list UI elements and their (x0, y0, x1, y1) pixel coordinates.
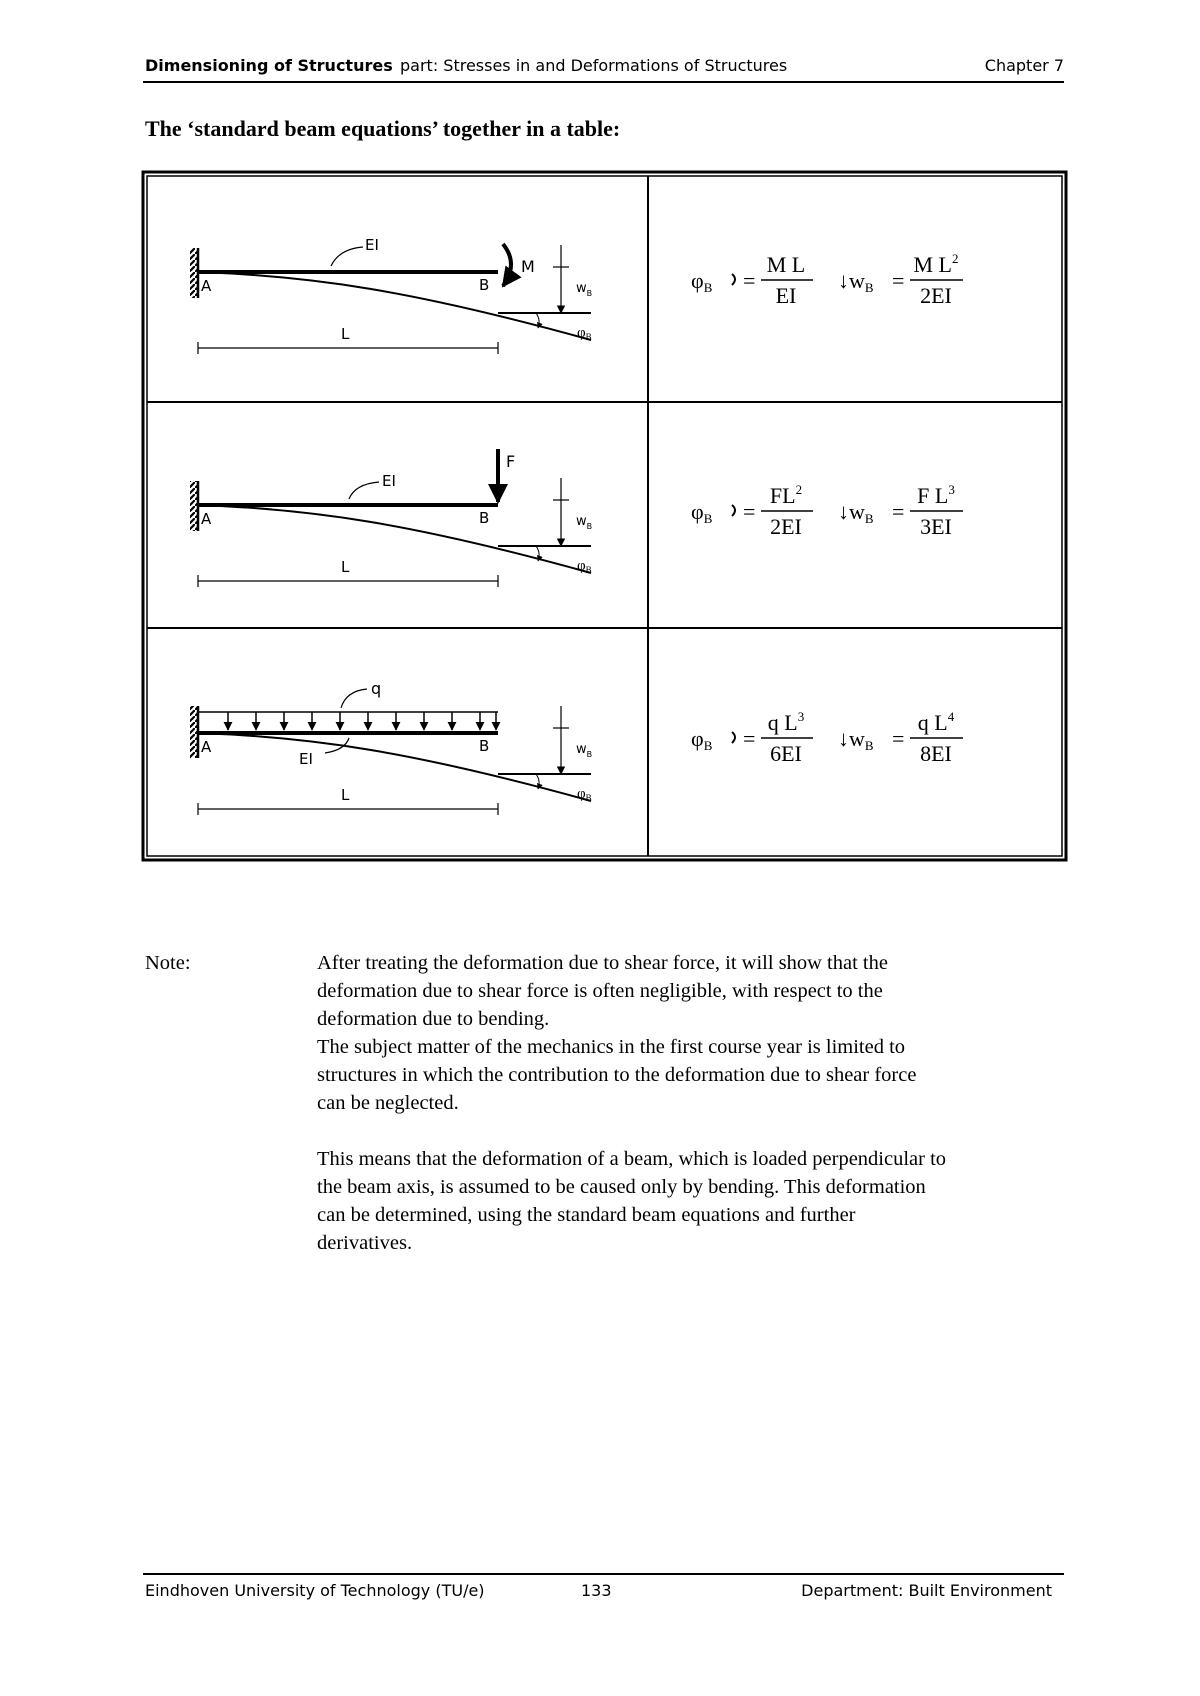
note-line: derivatives. (317, 1232, 413, 1254)
stiffness-label: EI (365, 236, 379, 254)
note-line: The subject matter of the mechanics in the first course year is limited to (317, 1036, 906, 1058)
rotation-denominator: EI (775, 283, 797, 308)
length-label: L (341, 558, 350, 576)
formula-moment (691, 251, 963, 308)
beam-equations-table (141, 170, 1068, 862)
deflection-lhs: ↓wB (838, 726, 874, 753)
note-line: This means that the deformation of a beam, which is loaded perpendicular to (317, 1148, 947, 1170)
rotation-numerator: M L (766, 252, 806, 277)
length-label: L (341, 325, 350, 343)
svg-text:=: = (743, 726, 756, 751)
deflection-denominator: 3EI (920, 514, 952, 539)
rotation-lhs: φB (691, 726, 713, 753)
svg-text:=: = (743, 499, 756, 524)
rotation-label: $\varphi_B$ (577, 558, 592, 575)
length-label: L (341, 786, 350, 804)
note-line: can be neglected. (317, 1092, 459, 1114)
beam-diagram-distributed-load (190, 679, 592, 815)
beam-diagram-moment (190, 236, 592, 354)
support-label: A (201, 510, 212, 528)
deflection-numerator: M $L^2$ (913, 251, 959, 277)
rotation-numerator: q $L^3$ (767, 709, 805, 735)
svg-text:=: = (892, 726, 905, 751)
deflected-beam (198, 505, 591, 573)
rotation-denominator: 6EI (770, 741, 802, 766)
formula-point-load (691, 482, 963, 539)
deflection-denominator: 8EI (920, 741, 952, 766)
header-rule (143, 81, 1064, 83)
deflection-label: $w_B$ (576, 742, 593, 759)
deflection-lhs: ↓wB (838, 499, 874, 526)
note-line: deformation due to shear force is often negligible, with respect to the (317, 980, 883, 1002)
note-line: the beam axis, is assumed to be caused only by bending. This deformation (317, 1176, 926, 1198)
svg-text:=: = (892, 268, 905, 293)
moment-arrow (503, 244, 511, 286)
load-label: q (371, 679, 382, 698)
deflection-lhs: ↓wB (838, 268, 874, 295)
free-end-label: B (479, 276, 490, 294)
rotation-denominator: 2EI (770, 514, 802, 539)
deflection-label: $w_B$ (576, 281, 593, 298)
rotation-lhs: φB (691, 268, 713, 295)
note-line: can be determined, using the standard beam equations and further (317, 1204, 856, 1226)
rotation-label: $\varphi_B$ (577, 786, 592, 803)
rotation-label: $\varphi_B$ (577, 325, 592, 342)
svg-text:=: = (892, 499, 905, 524)
header-chapter: Chapter 7 (984, 56, 1064, 75)
note-line: After treating the deformation due to shear force, it will show that the (317, 952, 888, 974)
footer-department: Department: Built Environment (801, 1581, 1052, 1600)
formula-distributed-load (691, 709, 963, 766)
note-line: deformation due to bending. (317, 1008, 550, 1030)
svg-text:=: = (743, 268, 756, 293)
deflected-beam (198, 272, 591, 340)
header-part-title: part: Stresses in and Deformations of Structures (400, 56, 788, 75)
load-label: F (506, 452, 516, 471)
stiffness-label: EI (299, 750, 313, 768)
page-number: 133 (581, 1581, 612, 1600)
footer-rule (143, 1573, 1064, 1575)
support-label: A (201, 277, 212, 295)
rotation-lhs: φB (691, 499, 713, 526)
load-label: M (521, 257, 535, 276)
deflected-beam (198, 733, 591, 801)
note-line: structures in which the contribution to the deformation due to shear force (317, 1064, 917, 1086)
deflection-numerator: q $L^4$ (917, 709, 955, 735)
beam-diagram-point-load (190, 449, 592, 587)
note-label: Note: (145, 952, 191, 974)
header-course-title: Dimensioning of Structures (145, 56, 393, 75)
section-title: The ‘standard beam equations’ together in a table: (145, 116, 621, 141)
deflection-denominator: 2EI (920, 283, 952, 308)
footer-university: Eindhoven University of Technology (TU/e) (145, 1581, 485, 1600)
note-body (317, 949, 1087, 1257)
rotation-numerator: $FL^2$ (769, 482, 803, 508)
stiffness-label: EI (382, 472, 396, 490)
free-end-label: B (479, 509, 490, 527)
deflection-label: $w_B$ (576, 514, 593, 531)
deflection-numerator: F $L^3$ (917, 482, 955, 508)
support-label: A (201, 738, 212, 756)
free-end-label: B (479, 737, 490, 755)
distributed-load-arrows (228, 712, 496, 730)
